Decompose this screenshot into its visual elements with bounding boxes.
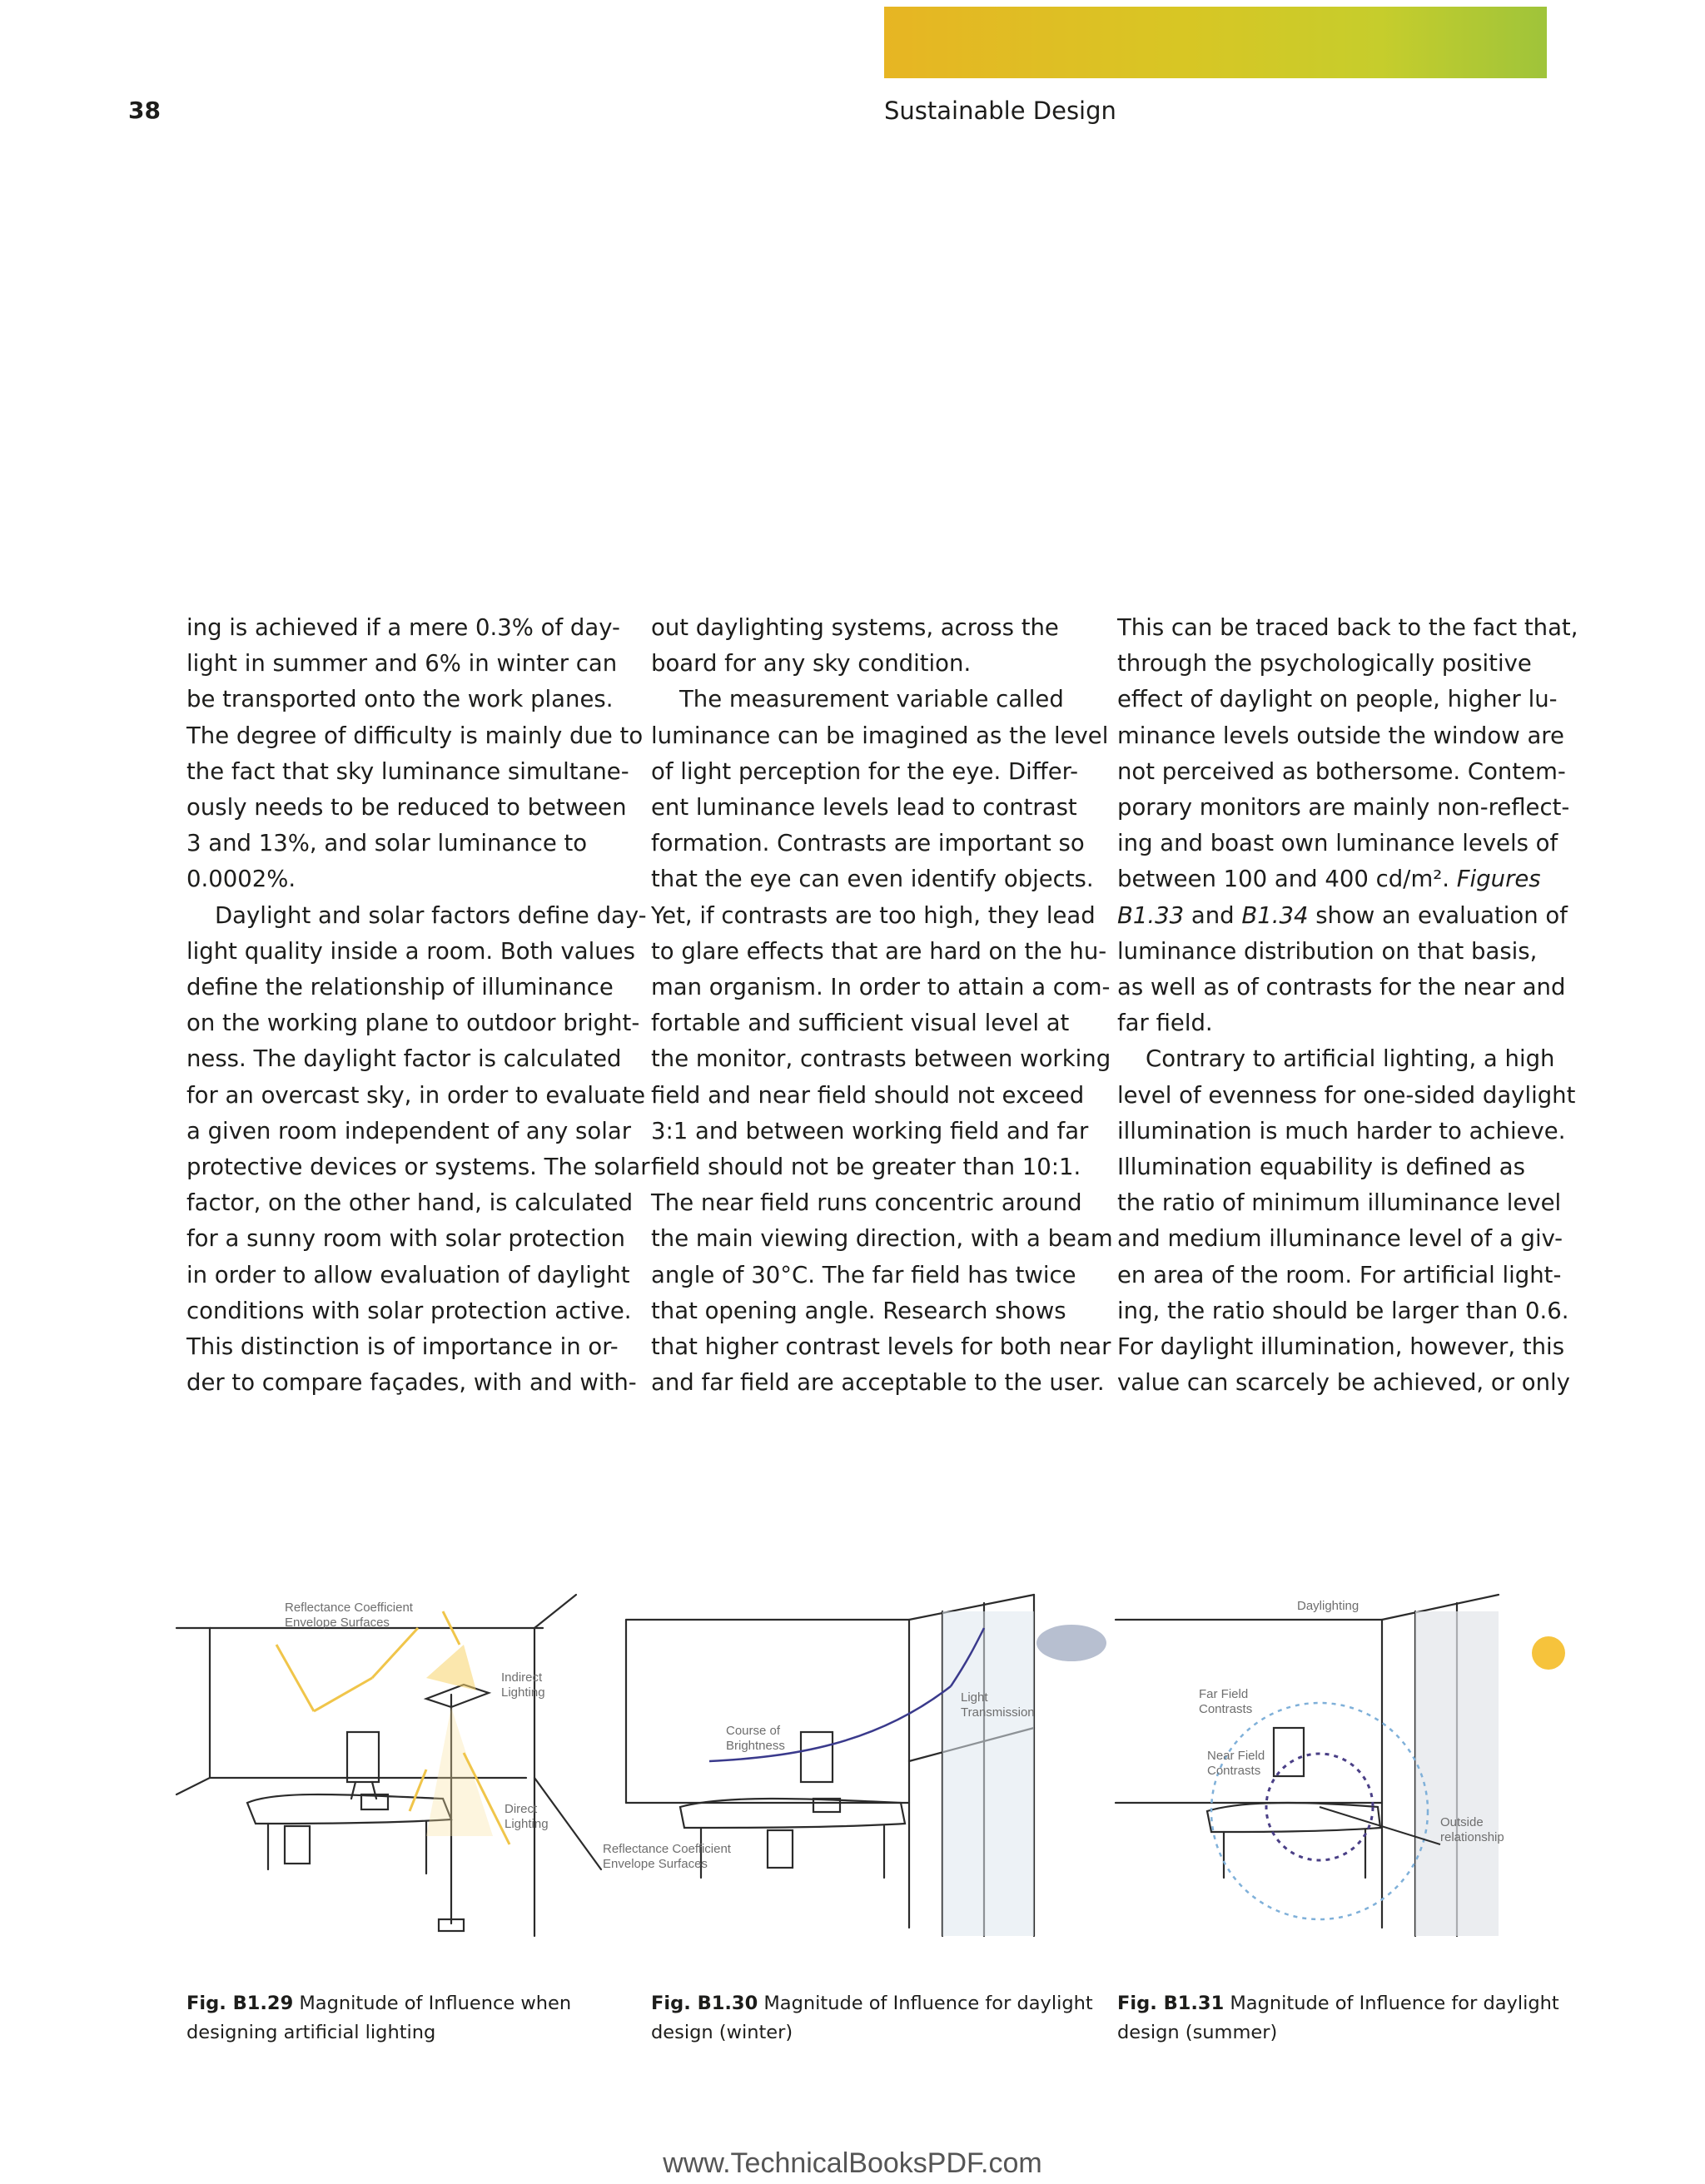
text-line: for a sunny room with solar protection — [186, 1225, 625, 1253]
text-line: board for any sky condition. — [651, 650, 972, 678]
figure-number: Fig. B1.29 — [186, 1993, 294, 2014]
text-line: value can scarcely be achieved, or only — [1117, 1369, 1570, 1397]
text-line: between 100 and 400 cd/m². Figures — [1117, 866, 1541, 893]
text-line: 3 and 13%, and solar luminance to — [186, 830, 588, 857]
text-line: ness. The daylight factor is calculated — [186, 1045, 622, 1073]
figure-number: Fig. B1.30 — [651, 1993, 758, 2014]
svg-text:Near FieldContrasts: Near Field Contrasts — [1207, 1749, 1265, 1778]
text-line: through the psychologically positive — [1117, 650, 1532, 678]
figure-number: Fig. B1.31 — [1117, 1993, 1225, 2014]
text-line: minance levels outside the window are — [1117, 722, 1564, 749]
svg-text:Reflectance CoefficientEnvelop: Reflectance Coefficient Envelope Surfaces — [285, 1601, 413, 1630]
text-line: This distinction is of importance in or- — [186, 1333, 619, 1361]
text-line: a given room independent of any solar — [186, 1117, 632, 1144]
figure-b1-30-illustration — [601, 1595, 1117, 1936]
text-line: that opening angle. Research shows — [651, 1297, 1066, 1324]
text-line: factor, on the other hand, is calculated — [186, 1189, 634, 1217]
text-line: ent luminance levels lead to contrast — [651, 794, 1077, 821]
desk-top — [247, 1794, 451, 1824]
text-line: ing, the ratio should be larger than 0.6. — [1117, 1297, 1569, 1324]
text-line: en area of the room. For artificial light- — [1117, 1261, 1562, 1288]
body-column-1 — [186, 610, 650, 1401]
text-line: luminance can be imagined as the level — [651, 722, 1109, 749]
text-line: ing and boast own luminance levels of — [1117, 830, 1558, 857]
text-line: level of evenness for one-sided daylight — [1117, 1081, 1576, 1109]
text-line: and medium illuminance level of a giv- — [1117, 1225, 1563, 1253]
text-line: For daylight illumination, however, this — [1117, 1333, 1565, 1361]
header-accent-bar — [884, 7, 1547, 78]
figure-caption-text: Magnitude of Influence when designing artificial lighting — [186, 1993, 572, 2043]
svg-text:IndirectLighting: Indirect Lighting — [501, 1670, 545, 1700]
text-line: fortable and sufficient visual level at — [651, 1010, 1070, 1037]
running-head: Sustainable Design — [884, 97, 1116, 125]
figure-b1-29-illustration — [176, 1595, 609, 1936]
desk-drawer — [285, 1826, 310, 1864]
text-line: formation. Contrasts are important so — [651, 830, 1085, 857]
text-line: man organism. In order to attain a com- — [651, 974, 1111, 1001]
svg-text:LightTransmission: Light Transmission — [961, 1690, 1035, 1720]
floor-lamp-head — [426, 1685, 489, 1707]
text-line: luminance distribution on that basis, — [1117, 937, 1538, 965]
text-line: of light perception for the eye. Differ- — [651, 757, 1079, 785]
text-line: as well as of contrasts for the near and — [1117, 974, 1566, 1001]
text-line: conditions with solar protection active. — [186, 1297, 632, 1324]
text-line: and far field are acceptable to the user. — [651, 1369, 1105, 1397]
body-column-3 — [1117, 610, 1578, 1401]
text-line: Illumination equability is defined as — [1117, 1154, 1525, 1181]
svg-text:Outsiderelationship: Outside relationship — [1440, 1815, 1504, 1844]
text-line: to glare effects that are hard on the hu- — [651, 937, 1107, 965]
svg-text:Reflectance CoefficientEnvelop: Reflectance Coefficient Envelope Surfaces — [603, 1842, 731, 1871]
text-line: Yet, if contrasts are too high, they lead — [651, 901, 1096, 929]
text-line: Daylight and solar factors define day- — [215, 901, 647, 929]
svg-text:DirectLighting: Direct Lighting — [505, 1802, 549, 1831]
figure-caption-text: Magnitude of Influence for daylight design (summer) — [1117, 1993, 1559, 2043]
text-line: The near field runs concentric around — [651, 1189, 1082, 1217]
figure-caption-text: Magnitude of Influence for daylight design (winter) — [651, 1993, 1093, 2043]
text-line: B1.33 and B1.34 show an evaluation of — [1117, 901, 1568, 929]
text-line: define the relationship of illuminance — [186, 974, 614, 1001]
text-line: ously needs to be reduced to between — [186, 794, 627, 821]
text-line: that the eye can even identify objects. — [651, 866, 1094, 893]
text-line: the main viewing direction, with a beam — [651, 1225, 1113, 1253]
svg-text:Far FieldContrasts: Far Field Contrasts — [1199, 1687, 1253, 1716]
figure-caption-b1-29 — [186, 1989, 636, 2048]
text-line: far field. — [1117, 1010, 1213, 1037]
text-line: light in summer and 6% in winter can — [186, 650, 618, 678]
watermark-url: www.TechnicalBooksPDF.com — [663, 2147, 1042, 2179]
text-line: ing is achieved if a mere 0.3% of day- — [186, 614, 620, 641]
text-line: protective devices or systems. The solar — [186, 1154, 650, 1181]
text-line: angle of 30°C. The far field has twice — [651, 1261, 1076, 1288]
body-column-2 — [651, 610, 1113, 1401]
text-line: for an overcast sky, in order to evaluate — [186, 1081, 646, 1109]
text-line: The degree of difficulty is mainly due to — [186, 722, 644, 749]
text-line: light quality inside a room. Both values — [186, 937, 635, 965]
text-line: be transported onto the work planes. — [186, 686, 614, 713]
text-line: 0.0002%. — [186, 866, 296, 893]
text-line: field should not be greater than 10:1. — [651, 1154, 1081, 1181]
figure-b1-31-illustration — [1116, 1595, 1582, 1936]
text-line: that higher contrast levels for both near — [651, 1333, 1111, 1361]
page-number: 38 — [128, 97, 161, 124]
text-line: on the working plane to outdoor bright- — [186, 1010, 640, 1037]
text-line: This can be traced back to the fact that, — [1117, 614, 1578, 641]
text-line: porary monitors are mainly non-reflect- — [1117, 794, 1570, 821]
figure-caption-b1-30 — [651, 1989, 1101, 2048]
text-line: the monitor, contrasts between working — [651, 1045, 1111, 1073]
svg-text:Course ofBrightness: Course of Brightness — [726, 1724, 785, 1753]
text-line: Contrary to artificial lighting, a high — [1146, 1045, 1555, 1073]
text-line: effect of daylight on people, higher lu- — [1117, 686, 1558, 713]
room-left-wall — [176, 1628, 210, 1794]
text-line: in order to allow evaluation of daylight — [186, 1261, 630, 1288]
text-line: illumination is much harder to achieve. — [1117, 1117, 1566, 1144]
figure-caption-b1-31 — [1117, 1989, 1567, 2048]
chair-back — [347, 1732, 379, 1782]
room-right-corner-top — [534, 1595, 576, 1628]
text-line: 3:1 and between working field and far — [651, 1117, 1089, 1144]
text-line: the ratio of minimum illuminance level — [1117, 1189, 1562, 1217]
text-line: der to compare façades, with and with- — [186, 1369, 637, 1397]
text-line: The measurement variable called — [679, 686, 1064, 713]
text-line: not perceived as bothersome. Contem- — [1117, 757, 1566, 785]
text-line: the fact that sky luminance simultane- — [186, 757, 629, 785]
svg-text:Daylighting: Daylighting — [1297, 1599, 1360, 1613]
text-line: field and near field should not exceed — [651, 1081, 1085, 1109]
text-line: out daylighting systems, across the — [651, 614, 1059, 641]
